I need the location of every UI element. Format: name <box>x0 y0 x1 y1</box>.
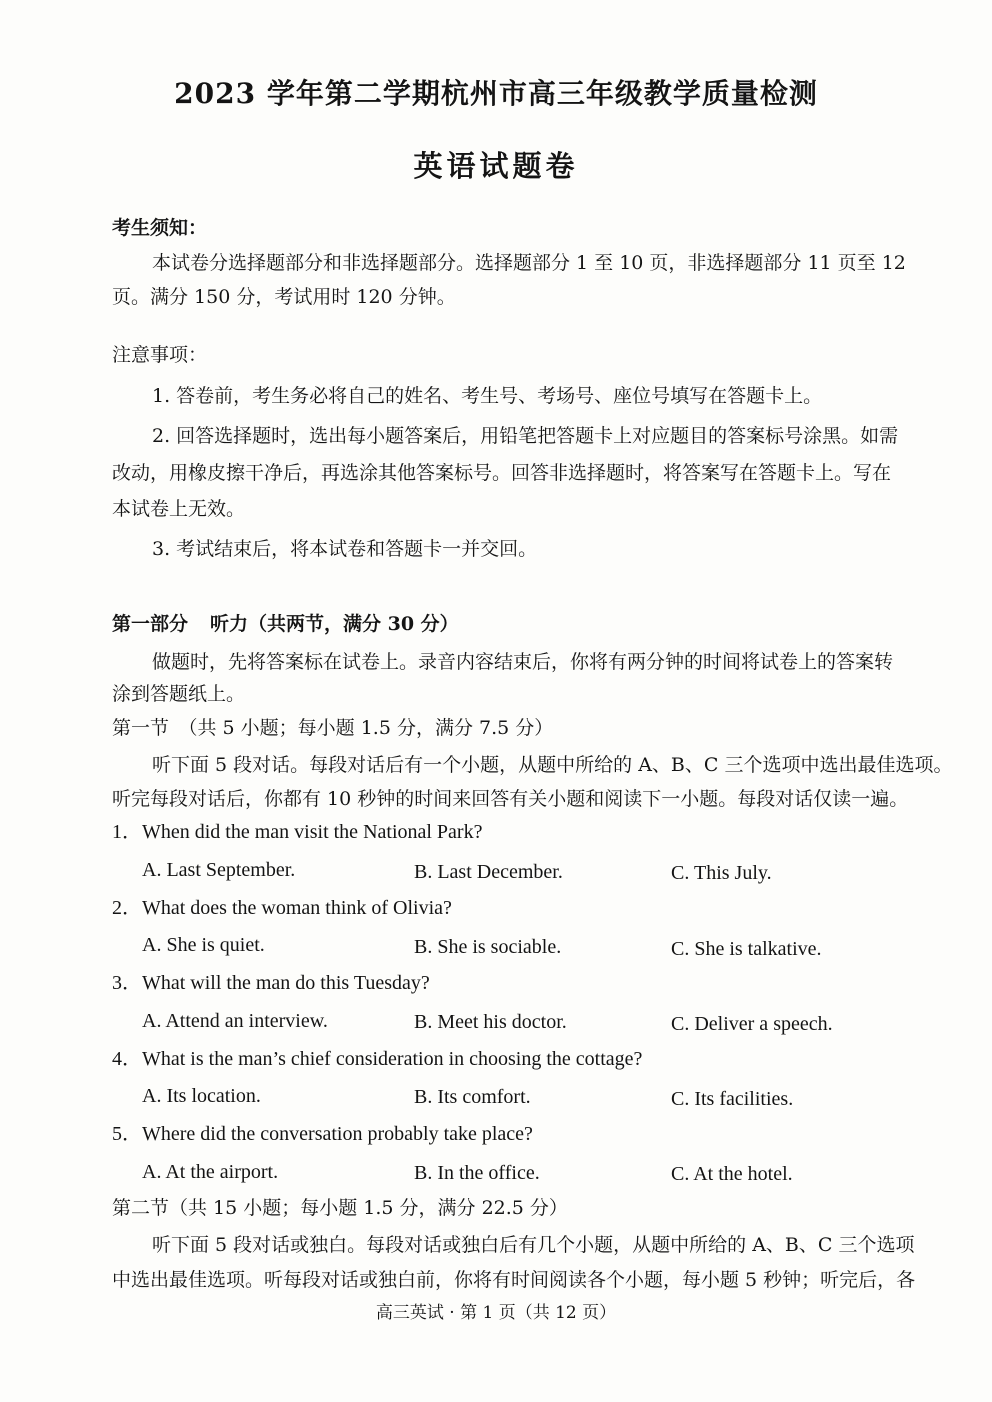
option-a: A. Its location. <box>142 1085 261 1107</box>
question-stem: 3．What will the man do this Tuesday? <box>112 972 430 994</box>
question-stem: 2．What does the woman think of Olivia? <box>112 897 452 919</box>
section1-intro: 听下面 5 段对话。每段对话后有一个小题，从题中所给的 A、B、C 三个选项中选出最佳选项。 <box>152 754 953 776</box>
notice-heading: 考生须知： <box>112 217 208 239</box>
part1-heading <box>112 612 942 636</box>
section2-intro: 中选出最佳选项。听每段对话或独白前，你将有时间阅读各个小题，每小题 5 秒钟；听完后，各 <box>112 1269 916 1291</box>
caution-item: 本试卷上无效。 <box>112 498 246 520</box>
question-stem: 5．Where did the conversation probably take place? <box>112 1123 533 1145</box>
option-a: A. At the airport. <box>142 1161 279 1183</box>
part1-intro: 涂到答题纸上。 <box>112 683 246 705</box>
option-a: A. Last September. <box>142 859 296 881</box>
cautions-heading: 注意事项： <box>112 344 208 366</box>
option-b: B. Last December. <box>414 861 563 883</box>
option-b: B. In the office. <box>414 1162 540 1184</box>
caution-item: 3. 考试结束后，将本试卷和答题卡一并交回。 <box>152 538 538 560</box>
section1-intro: 听完每段对话后，你都有 10 秒钟的时间来回答有关小题和阅读下一小题。每段对话仅读一遍。 <box>112 788 909 810</box>
option-c: C. Deliver a speech. <box>671 1013 833 1035</box>
part1-title: 第一部分 <box>112 613 189 635</box>
paper-subtitle: 英语试题卷 <box>413 149 579 183</box>
section2-title: 第二节（共 15 小题；每小题 1.5 分，满分 22.5 分） <box>112 1197 568 1219</box>
question-stem: 4．What is the man’s chief consideration in choosing the cottage? <box>112 1048 643 1070</box>
caution-item: 2. 回答选择题时，选出每小题答案后，用铅笔把答题卡上对应题目的答案标号涂黑。如需 <box>152 425 899 447</box>
option-c: C. Its facilities. <box>671 1088 794 1110</box>
option-b: B. Its comfort. <box>414 1086 531 1108</box>
part1-name: 听力（共两节，满分 30 分） <box>210 613 459 635</box>
caution-item: 改动，用橡皮擦干净后，再选涂其他答案标号。回答非选择题时，将答案写在答题卡上。写在 <box>112 462 892 484</box>
part1-intro: 做题时，先将答案标在试卷上。录音内容结束后，你将有两分钟的时间将试卷上的答案转 <box>152 651 894 673</box>
option-a: A. She is quiet. <box>142 934 265 956</box>
option-b: B. Meet his doctor. <box>414 1011 567 1033</box>
option-c: C. She is talkative. <box>671 938 822 960</box>
notice-line: 页。满分 150 分，考试用时 120 分钟。 <box>112 286 456 308</box>
page-footer: 高三英试 · 第 1 页（共 12 页） <box>375 1303 617 1323</box>
notice-line: 本试卷分选择题部分和非选择题部分。选择题部分 1 至 10 页，非选择题部分 11 页至 12 <box>152 252 906 274</box>
section2-intro: 听下面 5 段对话或独白。每段对话或独白后有几个小题，从题中所给的 A、B、C 三个选项 <box>152 1234 915 1256</box>
section1-title: 第一节 （共 5 小题；每小题 1.5 分，满分 7.5 分） <box>112 717 554 739</box>
option-b: B. She is sociable. <box>414 936 562 958</box>
exam-title: 2023 学年第二学期杭州市高三年级教学质量检测 <box>174 77 818 110</box>
question-stem: 1．When did the man visit the National Park? <box>112 821 483 843</box>
option-a: A. Attend an interview. <box>142 1010 328 1032</box>
option-c: C. At the hotel. <box>671 1163 793 1185</box>
caution-item: 1. 答卷前，考生务必将自己的姓名、考生号、考场号、座位号填写在答题卡上。 <box>152 385 823 407</box>
option-c: C. This July. <box>671 862 772 884</box>
